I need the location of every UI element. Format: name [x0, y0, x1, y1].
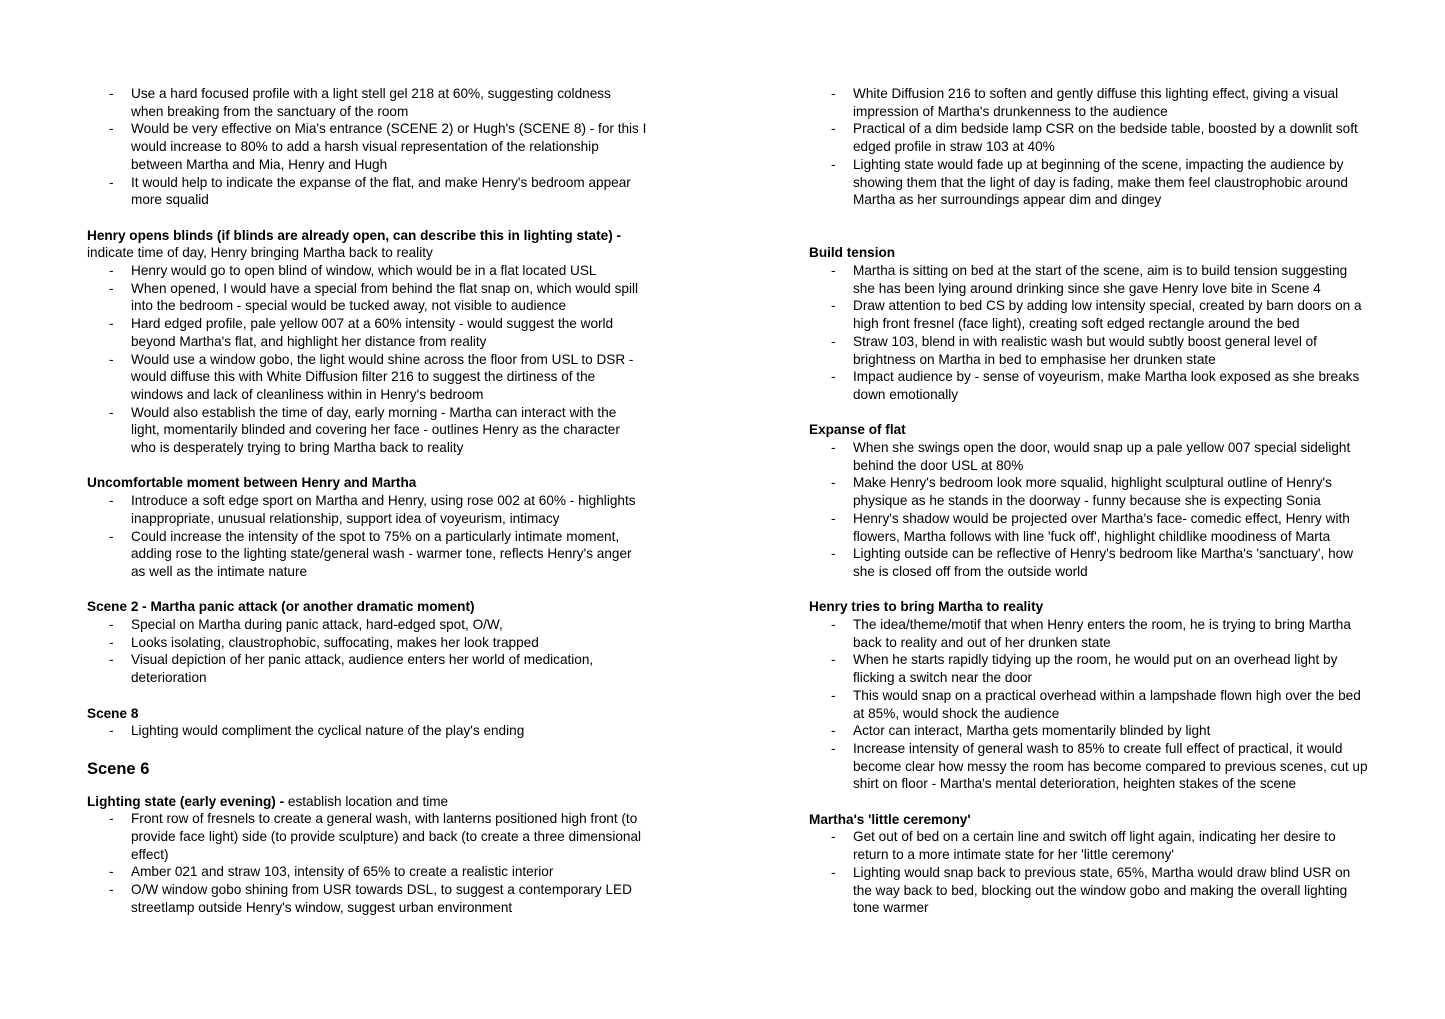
section-heading-ceremony: Martha's 'little ceremony': [809, 811, 971, 827]
list-item: - Practical of a dim bedside lamp CSR on the bedside table, boosted by a downlit soft edged profile in straw 103 at 40%: [831, 121, 1358, 155]
list-item: - Lighting outside can be reflective of Henry's bedroom like Martha's 'sanctuary', how she is closed off from the outside world: [831, 546, 1354, 579]
reality-bullet-list: [809, 616, 1369, 793]
list-item: - Lighting would snap back to previous state, 65%, Martha would draw blind USR on the way back to bed, blocking out the window gobo and making the overall lighting tone warmer: [831, 864, 1351, 916]
scene6-title: Scene 6: [87, 759, 150, 778]
section-heading-reality: Henry tries to bring Martha to reality: [809, 599, 1044, 615]
list-item: - O/W window gobo shining from USR towards DSL, to suggest a contemporary LED streetlamp outside Henry's window, suggest urban environment: [109, 882, 632, 915]
list-item: - Henry would go to open blind of window, which would be in a flat located USL: [109, 263, 597, 279]
list-item: - Henry's shadow would be projected over Martha's face- comedic effect, Henry with flowers, Martha follows with line 'fuck off', highlight childlike moodiness of Marta: [831, 510, 1350, 544]
list-item: - Looks isolating, claustrophobic, suffocating, makes her look trapped: [109, 634, 539, 650]
scene2-bullet-list: [87, 616, 647, 687]
section-heading-blinds: Henry opens blinds (if blinds are already open, can describe this in lighting state) - indicate time of day, Henry bringing Martha back to reality: [87, 227, 622, 261]
list-item: - Special on Martha during panic attack, hard-edged spot, O/W,: [109, 617, 503, 633]
section-heading-scene2: Scene 2 - Martha panic attack (or another dramatic moment): [87, 599, 475, 615]
list-item: - When opened, I would have a special from behind the flat snap on, which would spill into the bedroom - special would be tucked away, not visible to audience: [109, 280, 639, 314]
list-item: - Use a hard focused profile with a light stell gel 218 at 60%, suggesting coldness when breaking from the sanctuary of the room: [109, 86, 611, 119]
list-item: - Increase intensity of general wash to 85% to create full effect of practical, it would become clear how messy the room has become compared to previous scenes, cut up shirt on floor - Martha's mental deterioration, heighten stakes of the scene: [831, 740, 1368, 792]
list-item: - Lighting would compliment the cyclical nature of the play's ending: [109, 723, 525, 739]
build-tension-bullet-list: [809, 262, 1369, 404]
list-item: - Hard edged profile, pale yellow 007 at a 60% intensity - would suggest the world beyond Martha's flat, and highlight her distance from reality: [109, 316, 614, 349]
list-item: - Martha is sitting on bed at the start of the scene, aim is to build tension suggesting she has been lying around drinking since she gave Henry love bite in Scene 4: [831, 263, 1348, 296]
right-intro-bullet-list: [809, 85, 1369, 209]
list-item: - Would be very effective on Mia's entrance (SCENE 2) or Hugh's (SCENE 8) - for this I would increase to 80% to add a harsh visual representation of the relationship between Martha and Mia, Henry and Hugh: [109, 121, 647, 172]
right-column: [809, 85, 1369, 917]
section-heading-build-tension: Build tension: [809, 245, 896, 261]
list-item: - Could increase the intensity of the spot to 75% on a particularly intimate moment, adding rose to the lighting state/general wash - warmer tone, reflects Henry's anger as well as the intimate nature: [109, 528, 632, 579]
lighting-state-bullet-list: [87, 810, 647, 916]
section-heading-uncomfortable: Uncomfortable moment between Henry and Martha: [87, 475, 417, 491]
blinds-bullet-list: [87, 262, 647, 457]
uncomfortable-bullet-list: [87, 492, 647, 581]
list-item: - Draw attention to bed CS by adding low intensity special, created by barn doors on a high front fresnel (face light), creating soft edged rectangle around the bed: [831, 298, 1362, 332]
list-item: - White Diffusion 216 to soften and gently diffuse this lighting effect, giving a visual impression of Martha's drunkenness to the audience: [831, 86, 1339, 119]
list-item: - When he starts rapidly tidying up the room, he would put on an overhead light by flicking a switch near the door: [831, 652, 1338, 686]
expanse-bullet-list: [809, 439, 1369, 581]
list-item: - It would help to indicate the expanse of the flat, and make Henry's bedroom appear more squalid: [109, 174, 631, 208]
list-item: - Straw 103, blend in with realistic wash but would subtly boost general level of brightness on Martha in bed to emphasise her drunken state: [831, 333, 1317, 367]
left-column: [87, 85, 647, 917]
list-item: - Front row of fresnels to create a general wash, with lanterns positioned high front (to provide face light) side (to provide sculpture) and back (to create a three dimensional effect): [109, 811, 642, 862]
list-item: - Would use a window gobo, the light would shine across the floor from USL to DSR - would diffuse this with White Diffusion filter 216 to suggest the dirtiness of the windows and lack of cleanliness within in Henry's bedroom: [109, 351, 634, 402]
list-item: - Introduce a soft edge sport on Martha and Henry, using rose 002 at 60% - highlights inappropriate, unusual relationship, support idea of voyeurism, intimacy: [109, 493, 636, 526]
section-heading-lighting-state: Lighting state (early evening) - establish location and time: [87, 793, 449, 809]
list-item: - When she swings open the door, would snap up a pale yellow 007 special sidelight behind the door USL at 80%: [831, 440, 1351, 473]
ceremony-bullet-list: [809, 828, 1369, 917]
list-item: - The idea/theme/motif that when Henry enters the room, he is trying to bring Martha back to reality and out of her drunken state: [831, 617, 1351, 650]
list-item: - Make Henry's bedroom look more squalid, highlight sculptural outline of Henry's physique as he stands in the doorway - funny because she is expecting Sonia: [831, 475, 1332, 509]
section-heading-scene8: Scene 8: [87, 705, 139, 721]
section-heading-expanse: Expanse of flat: [809, 422, 906, 438]
list-item: - Get out of bed on a certain line and switch off light again, indicating her desire to return to a more intimate state for her 'little ceremony': [831, 829, 1336, 863]
list-item: - Amber 021 and straw 103, intensity of 65% to create a realistic interior: [109, 864, 554, 880]
list-item: - Would also establish the time of day, early morning - Martha can interact with the light, momentarily blinded and covering her face - outlines Henry as the character who is desperately trying to bring Martha back to reality: [109, 404, 620, 456]
list-item: - This would snap on a practical overhead within a lampshade flown high over the bed at 85%, would shock the audience: [831, 687, 1361, 721]
scene8-bullet-list: [87, 722, 647, 740]
intro-bullet-list: [87, 85, 647, 209]
list-item: - Visual depiction of her panic attack, audience enters her world of medication, deterioration: [109, 652, 594, 686]
list-item: - Impact audience by - sense of voyeurism, make Martha look exposed as she breaks down emotionally: [831, 369, 1360, 402]
list-item: - Actor can interact, Martha gets momentarily blinded by light: [831, 723, 1211, 739]
list-item: - Lighting state would fade up at beginning of the scene, impacting the audience by showing them that the light of day is fading, make them feel claustrophobic around Martha as her surroundings appear dim and dingey: [831, 156, 1348, 208]
